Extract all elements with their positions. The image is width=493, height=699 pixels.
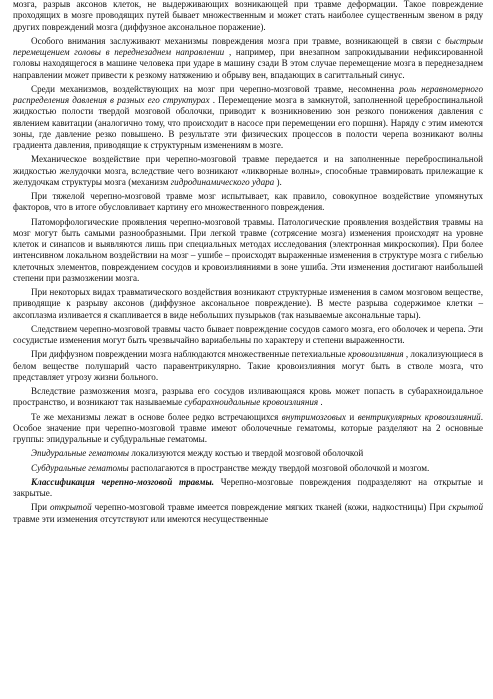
italic-term: быстрым перемещением головы в переднезаднем направлении [13, 35, 483, 57]
paragraph [13, 287, 483, 321]
paragraph-text: черепно-мозговой травме имеется повреждение мягких тканей (кожи, надкостницы) При [91, 502, 449, 513]
italic-term: Субдуральные гематомы [31, 462, 129, 473]
paragraph [13, 191, 483, 214]
paragraph [13, 36, 483, 81]
italic-term: гидродинамического удара [170, 176, 275, 187]
paragraph-text: Вследствие размозжения мозга, разрыва его сосудов изливающаяся кровь может попасть в субарахноидальное пространство, и возникают так называемые [13, 386, 483, 408]
paragraph [13, 324, 483, 347]
paragraph-text: При [31, 502, 50, 513]
paragraph-text: и [345, 411, 358, 422]
paragraph-text: Среди механизмов, воздействующих на мозг при черепно-мозговой травме, несомненна [31, 83, 400, 94]
paragraph-text: . Перемещение мозга в замкнутой, заполненной цереброспинальной жидкостью полости твердой мозговой оболочки, приводит к возникновению зон резкого понижения давления с явлением кавитации (аналогично тому, что происходит в насосе при перемещении его поршня). Наряду с этим имеются зоны, где давление резко повышено. В результате эти физических процессов в полости черепа возникают волны градиента давления, приводящие к структурным изменениям в мозге. [13, 95, 483, 150]
italic-term: кровоизлияния [347, 349, 404, 360]
section-heading: Классификация черепно-мозговой травмы. [31, 476, 215, 487]
italic-term: вентрикулярных кровоизлияний [357, 411, 481, 422]
paragraph-text: располагаются в пространстве между твердой мозговой оболочкой и мозгом. [128, 462, 430, 473]
paragraph-text: Механическое воздействие при черепно-мозговой травме передается и на заполненные переброспинальной жидкостью желудочки мозга, вследствие чего возникают «ликворные волны», способные травмировать прилежащие к желудочкам структуры мозга (механизм [13, 154, 483, 187]
paragraph-text: ). [274, 176, 282, 187]
document-body [13, 0, 483, 525]
paragraph-text: При некоторых видах травматического воздействия возникают структурные изменения в самом мозговом веществе, приводящие к разрыву аксонов (диффузное аксональное повреждение). В месте разрыва содержимое клетки – аксоплазма изливается я скапливается в виде небольших пузырьков (так называемые аксональные тары). [13, 287, 483, 320]
italic-term: внутримозговых [281, 411, 346, 422]
paragraph-text: При тяжелой черепно-мозговой травме мозг испытывает, как правило, совокупное воздействие упомянутых факторов, что в итоге обусловливает картину его множественного повреждения. [13, 191, 483, 213]
paragraph-text: мозга, разрыв аксонов клеток, не выдерживающих возникающей при травме деформации. Такое повреждение проходящих в мозге проводящих путей бывает множественным и может стать наиболее существенным звеном в ряду других повреждений мозга (диффузное аксональное поражение). [13, 0, 483, 32]
italic-term: роль неравномерного распределения давления в разных его структурах [13, 83, 483, 105]
paragraph [13, 84, 483, 152]
paragraph [13, 463, 483, 474]
paragraph-text: , локализующиеся в белом веществе полушарий часто паравентрикулярно. Такие кровоизлияния могут быть в стволе мозга, что представляет угрозу жизни больного. [13, 349, 483, 382]
paragraph-text: При диффузном повреждении мозга наблюдаются множественные петехиальные [31, 349, 348, 360]
paragraph-text: Следствием черепно-мозговой травмы часто бывает повреждение сосудов самого мозга, его оболочек и черепа. Эти сосудистые изменения могут быть чрезвычайно вариабельны по характеру и степени выраженности. [13, 323, 483, 345]
paragraph-text: . [318, 397, 323, 408]
paragraph [13, 412, 483, 446]
paragraph [13, 502, 483, 525]
paragraph-text: . Особое значение при черепно-мозговой травме имеют оболочечные гематомы, которые разделяют на 2 основные группы: эпидуральные и субдуральные гематомы. [13, 411, 483, 444]
paragraph-text: , например, при внезапном запрокидывании нефиксированной головы находящегося в машине человека при ударе в машину сзади В этом случае перемещение мозга в переднезаднем направлении может привести к резкому натяжению и обрыву вен, впадающих в сагиттальный синус. [13, 47, 484, 80]
paragraph-text: Патоморфологические проявления черепно-мозговой травмы. Патологические проявления воздействия травмы на мозг могут быть самыми разнообразными. При легкой травме (сотрясение мозга) изменения происходят на уровне клеток и синапсов и выявляются лишь при специальных методах исследования (электронная микроскопия). При более интенсивном локальном воздействии на мозг – ушибе – происходят выраженные изменения в структуре мозга с гибелью клеточных элементов, повреждением сосудов и кровоизлияниями в зоне ушиба. Эти изменения достигают наибольшей степени при размозжении мозга. [13, 216, 483, 283]
italic-term: открытой [49, 502, 92, 513]
italic-term: субарахноидальные кровоизлияния [184, 397, 319, 408]
paragraph [13, 386, 483, 409]
paragraph-text: травме эти изменения отсутствуют или имеются несущественные [13, 513, 269, 524]
paragraph [13, 217, 483, 285]
paragraph [13, 0, 483, 33]
italic-term: Эпидуральные гематомы [31, 448, 130, 459]
paragraph [13, 154, 483, 188]
paragraph [13, 477, 483, 500]
paragraph [13, 349, 483, 383]
paragraph-text: Особого внимания заслуживают механизмы повреждения мозга при травме, возникающей в связи с [31, 35, 446, 46]
paragraph-text: локализуются между костью и твердой мозговой оболочкой [129, 448, 364, 459]
paragraph-text: Черепно-мозговые повреждения подразделяют на открытые и закрытые. [13, 476, 483, 498]
paragraph [13, 448, 483, 459]
italic-term: скрытой [448, 502, 483, 513]
paragraph-text: Те же механизмы лежат в основе более редко встречающихся [31, 411, 282, 422]
